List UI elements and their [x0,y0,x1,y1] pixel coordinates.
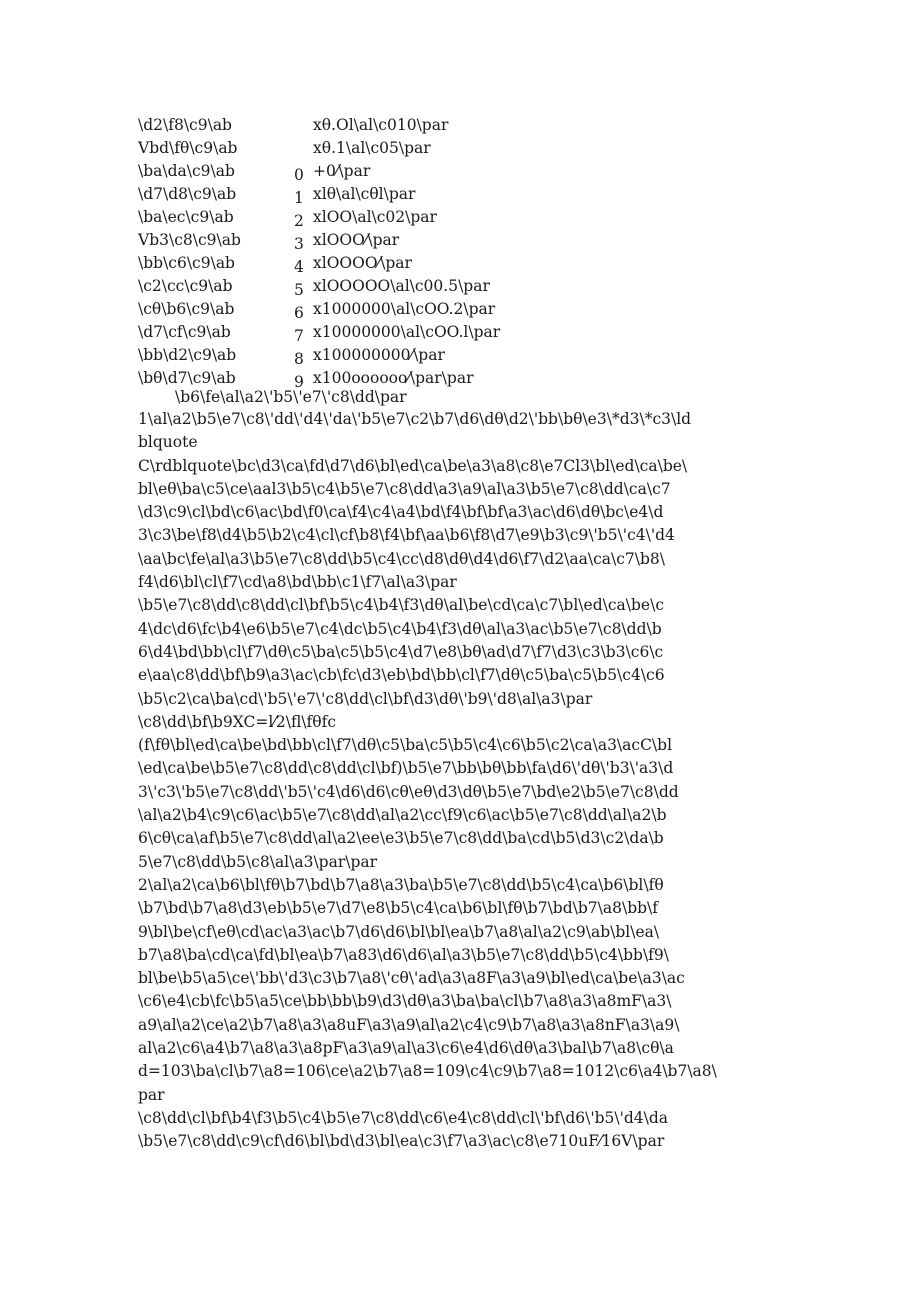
text-line: \b5\e7\c8\dd\c9\cf\d6\bl\bd\d3\bl\ea\c3\f7\a3\ac\c8\e710uF⁄16V\par [138,1132,665,1151]
table-cell-col2: 5 [294,281,304,299]
table-cell-col2: 6 [294,304,304,322]
table-cell-col1: \c2\cc\c9\ab [138,277,233,295]
table-row [138,275,798,298]
text-line: \al\a2\b4\c9\c6\ac\b5\e7\c8\dd\al\a2\cc\f9\c6\ac\b5\e7\c8\dd\al\a2\b [138,806,667,825]
table-cell-col1: \d7\d8\c9\ab [138,185,237,203]
table-cell-col3: x1000000\al\cOO.2\par [313,300,496,318]
table-row [138,183,798,206]
table-cell-col2: 4 [294,258,304,276]
unit-table [138,114,798,390]
table-cell-col1: \cθ\b6\c9\ab [138,300,235,318]
text-line: al\a2\c6\a4\b7\a8\a3\a8pF\a3\a9\al\a3\c6\e4\d6\dθ\a3\bal\b7\a8\cθ\a [138,1039,674,1058]
text-line: b7\a8\ba\cd\ca\fd\bl\ea\b7\a83\d6\d6\al\a3\b5\e7\c8\dd\b5\c4\bb\f9\ [138,945,670,964]
table-cell-col3: xlOOOO⁄\par [313,254,412,272]
text-line: 2\al\a2\ca\b6\bl\fθ\b7\bd\b7\a8\a3\ba\b5\e7\c8\dd\b5\c4\ca\b6\bl\fθ [138,875,664,894]
table-row [138,298,798,321]
table-cell-col3: xlOO\al\c02\par [313,208,437,226]
table-cell-col2: 9 [294,373,304,391]
text-line: (f\fθ\bl\ed\ca\be\bd\bb\cl\f7\dθ\c5\ba\c5\b5\c4\c6\b5\c2\ca\a3\acC\bl [138,736,673,755]
text-line: 6\d4\bd\bb\cl\f7\dθ\c5\ba\c5\b5\c4\d7\e8\bθ\ad\d7\f7\d3\c3\b3\c6\c [138,642,664,661]
table-row [138,344,798,367]
text-line: 3\c3\be\f8\d4\b5\b2\c4\cl\cf\b8\f4\bf\aa\b6\f8\d7\e9\b3\c9\'b5\'c4\'d4 [138,526,675,545]
text-line: e\aa\c8\dd\bf\b9\a3\ac\cb\fc\d3\eb\bd\bb\cl\f7\dθ\c5\ba\c5\b5\c4\c6 [138,666,665,685]
text-line: \c8\dd\cl\bf\b4\f3\b5\c4\b5\e7\c8\dd\c6\e4\c8\dd\cl\'bf\d6\'b5\'d4\da [138,1108,669,1127]
table-row [138,252,798,275]
table-tail-line: \b6\fe\al\a2\'b5\'e7\'c8\dd\par [175,388,407,406]
text-line: a9\al\a2\ce\a2\b7\a8\a3\a8uF\a3\a9\al\a2\c4\c9\b7\a8\a3\a8nF\a3\a9\ [138,1015,680,1034]
text-line: \aa\bc\fe\al\a3\b5\e7\c8\dd\b5\c4\cc\d8\dθ\d4\d6\f7\d2\aa\ca\c7\b8\ [138,549,666,568]
table-cell-col2: 7 [294,327,304,345]
text-line: 9\bl\be\cf\eθ\cd\ac\a3\ac\b7\d6\d6\bl\bl\ea\b7\a8\al\a2\c9\ab\bl\ea\ [138,922,660,941]
table-row [138,321,798,344]
table-cell-col2: 0 [294,166,304,184]
table-cell-col1: Vb3\c8\c9\ab [138,231,241,249]
table-cell-col1: Vbd\fθ\c9\ab [138,139,238,157]
table-cell-col1: \bθ\d7\c9\ab [138,369,236,387]
table-cell-col2: 3 [294,235,304,253]
text-line: bl\be\b5\a5\ce\'bb\'d3\c3\b7\a8\'cθ\'ad\a3\a8F\a3\a9\bl\ed\ca\be\a3\ac [138,969,685,988]
table-cell-col1: \ba\ec\c9\ab [138,208,234,226]
table-cell-col3: xlOOOOO\al\c00.5\par [313,277,490,295]
table-cell-col3: x100oooooo⁄\par\par [313,369,474,387]
text-line: 1\al\a2\b5\e7\c8\'dd\'d4\'da\'b5\e7\c2\b7\d6\dθ\d2\'bb\bθ\e3\*d3\*c3\ld [138,410,692,428]
table-cell-col1: \bb\d2\c9\ab [138,346,237,364]
text-line: 6\cθ\ca\af\b5\e7\c8\dd\al\a2\ee\e3\b5\e7\c8\dd\ba\cd\b5\d3\c2\da\b [138,829,664,848]
text-line: \b5\c2\ca\ba\cd\'b5\'e7\'c8\dd\cl\bf\d3\dθ\'b9\'d8\al\a3\par [138,689,593,708]
text-line: blquote [138,433,198,452]
text-line: \ed\ca\be\b5\e7\c8\dd\c8\dd\cl\bf)\b5\e7\bb\bθ\bb\fa\d6\'dθ\'b3\'a3\d [138,759,674,778]
table-cell-col3: xlθ\al\cθl\par [313,185,416,203]
text-line: \b7\bd\b7\a8\d3\eb\b5\e7\d7\e8\b5\c4\ca\b6\bl\fθ\b7\bd\b7\a8\bb\f [138,899,658,918]
table-cell-col2: 1 [294,189,304,207]
text-line: \d3\c9\cl\bd\c6\ac\bd\f0\ca\f4\c4\a4\bd\f4\bf\bf\a3\ac\d6\dθ\bc\e4\d [138,503,664,522]
table-row [138,137,798,160]
text-line: 4\dc\d6\fc\b4\e6\b5\e7\c4\dc\b5\c4\b4\f3\dθ\al\a3\ac\b5\e7\c8\dd\b [138,619,662,638]
text-line: \b5\e7\c8\dd\c8\dd\cl\bf\b5\c4\b4\f3\dθ\al\be\cd\ca\c7\bl\ed\ca\be\c [138,596,664,615]
table-cell-col3: xlOOO⁄\par [313,231,400,249]
table-cell-col2: 8 [294,350,304,368]
table-cell-col3: x100000000⁄\par [313,346,445,364]
text-line: \c6\e4\cb\fc\b5\a5\ce\bb\bb\b9\d3\dθ\a3\ba\ba\cl\b7\a8\a3\a8mF\a3\ [138,992,672,1011]
text-line: C\rdblquote\bc\d3\ca\fd\d7\d6\bl\ed\ca\be\a3\a8\c8\e7Cl3\bl\ed\ca\be\ [138,456,688,475]
text-line: f4\d6\bl\cl\f7\cd\a8\bd\bb\c1\f7\al\a3\par [138,573,457,592]
body-text [138,408,783,1154]
table-cell-col3: xθ.Ol\al\c010\par [313,116,449,134]
table-row [138,229,798,252]
table-cell-col1: \d7\cf\c9\ab [138,323,231,341]
table-cell-col2: 2 [294,212,304,230]
text-line: d=103\ba\cl\b7\a8=106\ce\a2\b7\a8=109\c4\c9\b7\a8=1012\c6\a4\b7\a8\ [138,1062,717,1081]
text-line: \c8\dd\bf\b9XC=l⁄2\fl\fθfc [138,712,337,731]
table-row [138,206,798,229]
table-row [138,114,798,137]
text-line: 3\'c3\'b5\e7\c8\dd\'b5\'c4\d6\d6\cθ\eθ\d3\dθ\b5\e7\bd\e2\b5\e7\c8\dd [138,782,679,801]
table-cell-col1: \d2\f8\c9\ab [138,116,232,134]
text-line: bl\eθ\ba\c5\ce\aal3\b5\c4\b5\e7\c8\dd\a3\a9\al\a3\b5\e7\c8\dd\ca\c7 [138,479,671,498]
table-cell-col1: \bb\c6\c9\ab [138,254,235,272]
table-cell-col3: x10000000\al\cOO.l\par [313,323,501,341]
table-cell-col3: xθ.1\al\c05\par [313,139,431,157]
text-line: par [138,1085,165,1104]
table-cell-col1: \ba\da\c9\ab [138,162,235,180]
text-line: 5\e7\c8\dd\b5\c8\al\a3\par\par [138,852,378,871]
table-cell-col3: +0⁄\par [313,162,371,180]
table-row [138,160,798,183]
